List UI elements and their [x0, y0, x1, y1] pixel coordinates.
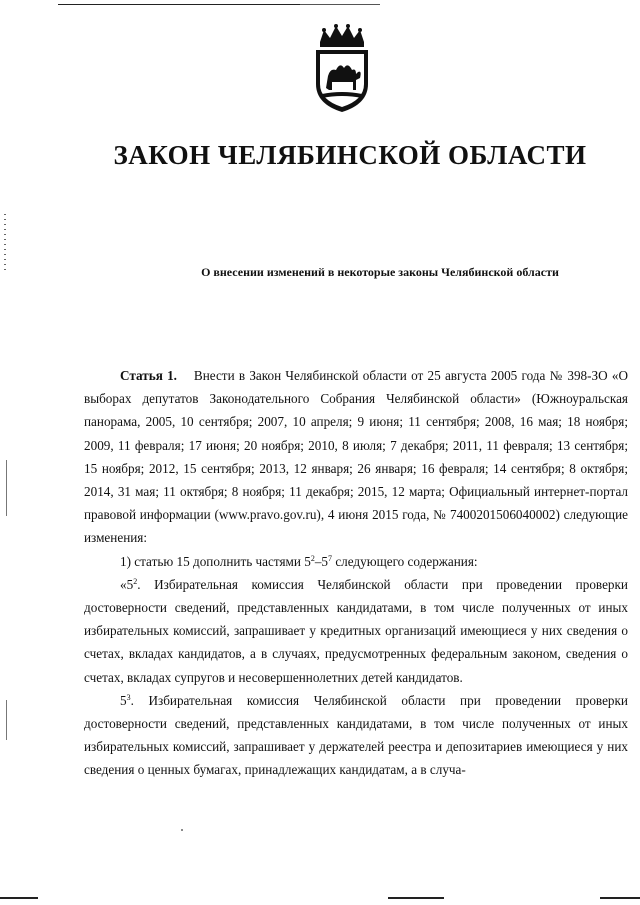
scan-artifact-top-line-2	[300, 4, 380, 5]
scan-artifact-bottom-line-mid	[388, 897, 444, 899]
item-1-text: 1) статью 15 дополнить частями 5	[120, 553, 311, 569]
p52-prefix: «5	[120, 576, 134, 592]
margin-mark	[6, 460, 7, 516]
margin-binding-marks	[4, 214, 6, 274]
document-subtitle: О внесении изменений в некоторые законы Челябинской области	[201, 265, 559, 279]
paragraph-5-3	[84, 689, 628, 782]
chelyabinsk-coat-of-arms-icon	[308, 24, 376, 114]
p53-prefix: 5	[120, 692, 127, 708]
p52-text: . Избирательная комиссия Челябинской области при проведении проверки достоверности сведений, представленных кандидатами, в том числе полученных от иных избирательных комиссий, запрашивает у кредитных организаций имеющиеся у них сведения о счетах, вкладах кандидатов, а в случаях, предусмотренных федеральным законом, сведения о счетах, вкладах супругов и несовершеннолетних детей кандидатов.	[84, 576, 628, 685]
item-1-tail: следующего содержания:	[332, 553, 478, 569]
scan-artifact-bottom-line-left	[0, 897, 38, 899]
item-1-dash: –5	[314, 553, 329, 569]
p53-sup: 3	[126, 692, 131, 702]
margin-mark-2	[6, 700, 7, 740]
p53-text: . Избирательная комиссия Челябинской области при проведении проверки достоверности сведений, представленных кандидатами, в том числе полученных от иных избирательных комиссий, запрашивает у держателей реестра и депозитариев имеющиеся у них сведения о ценных бумагах, принадлежащих кандидатам, а в случа-	[84, 692, 628, 778]
paragraph-5-2	[84, 573, 628, 689]
document-body	[84, 364, 628, 782]
item-1	[84, 550, 628, 573]
scan-artifact-bottom-line-right	[600, 897, 640, 899]
scan-speck	[181, 829, 183, 831]
article-label: Статья 1.	[120, 368, 177, 383]
p52-sup: 2	[133, 576, 138, 586]
article-1-paragraph	[84, 364, 628, 550]
article-intro: Внести в Закон Челябинской области от 25 августа 2005 года № 398-ЗО «О выборах депутатов Законодательного Собрания Челябинской области» (Южноуральская панорама, 2005, 10 сентября; 2007, 10 апреля; 9 июня; 11 сентября; 2008, 16 мая; 18 ноября; 2009, 11 февраля; 17 июня; 20 ноября; 2010, 8 июля; 7 декабря; 2011, 11 февраля; 13 сентября; 15 ноября; 2012, 15 сентября; 2013, 12 января; 26 января; 16 февраля; 14 сентября; 8 октября; 2014, 31 мая; 11 октября; 8 ноября; 11 декабря; 2015, 12 марта; Официальный интернет-портал правовой информации (www.pravo.gov.ru), 4 июня 2015 года, № 7400201506040002) следующие изменения:	[84, 368, 629, 546]
document-title: ЗАКОН ЧЕЛЯБИНСКОЙ ОБЛАСТИ	[113, 140, 587, 170]
item-1-sup-b: 7	[328, 553, 333, 563]
item-1-sup-a: 2	[310, 553, 315, 563]
